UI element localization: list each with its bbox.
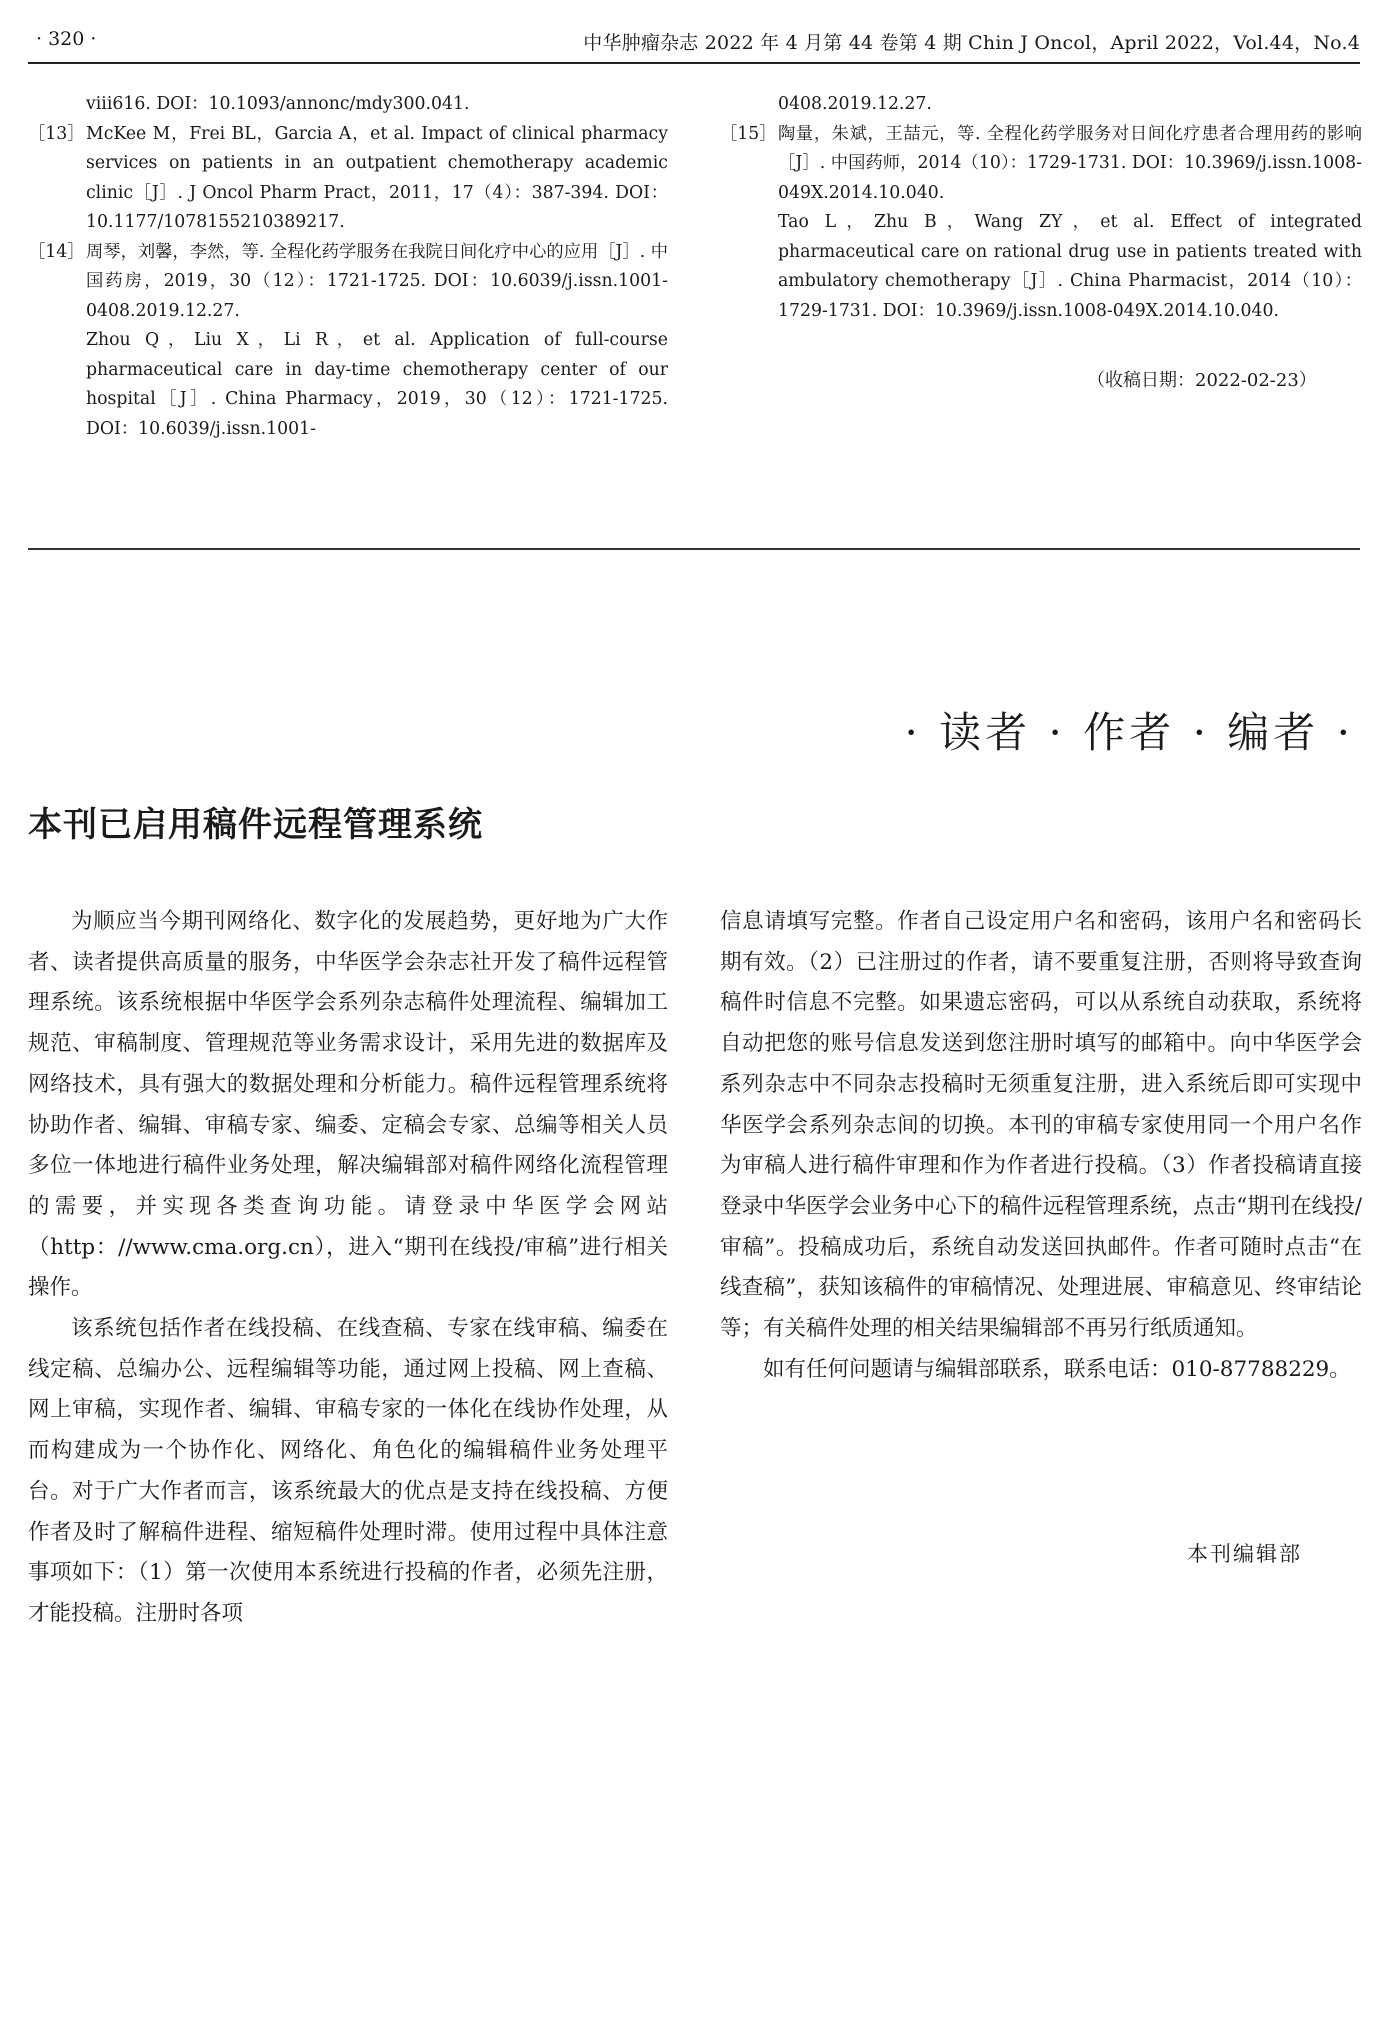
reference-text: 周琴，刘馨，李然，等. 全程化药学服务在我院日间化疗中心的应用［J］. 中国药房，2019，30（12）：1721-1725. DOI：10.6039/j.issn.1001-0408.2019.12.27. [86,241,668,321]
article-title: 本刊已启用稿件远程管理系统 [28,805,483,845]
section-divider [28,548,1360,550]
contact-paragraph: 如有任何问题请与编辑部联系，联系电话：010-87788229。 [763,1356,1351,1382]
editorial-signature: 本刊编辑部 [1187,1542,1302,1566]
reference-text: 陶量，朱斌，王喆元，等. 全程化药学服务对日间化疗患者合理用药的影响［J］. 中国药师，2014（10）：1729-1731. DOI：10.3969/j.issn.1008-049X.2014.10.040. [778,123,1362,203]
reference-number: ［13］ [28,123,85,144]
section-label: · 读者 · 作者 · 编者 · [904,708,1354,757]
body-paragraph: 该系统包括作者在线投稿、在线查稿、专家在线审稿、编委在线定稿、总编办公、远程编辑等功能，通过网上投稿、网上查稿、网上审稿，实现作者、编辑、审稿专家的一体化在线协作处理，从而构建成为一个协作化、网络化、角色化的编辑稿件业务处理平台。对于广大作者而言，该系统最大的优点是支持在线投稿、方便作者及时了解稿件进程、缩短稿件处理时滞。使用过程中具体注意事项如下：（1）第一次使用本系统进行投稿的作者，必须先注册，才能投稿。注册时各项 [28,1316,668,1626]
body-left-column [28,902,668,1635]
body-right-column [720,902,1362,1390]
body-paragraph: 为顺应当今期刊网络化、数字化的发展趋势，更好地为广大作者、读者提供高质量的服务，中华医学会杂志社开发了稿件远程管理系统。该系统根据中华医学会系列杂志稿件处理流程、编辑加工规范、审稿制度、管理规范等业务需求设计，采用先进的数据库及网络技术，具有强大的数据处理和分析能力。稿件远程管理系统将协助作者、编辑、审稿专家、编委、定稿会专家、总编等相关人员多位一体地进行稿件业务处理，解决编辑部对稿件网络化流程管理的需要，并实现各类查询功能。请登录中华医学会网站（http：//www.cma.org.cn），进入“期刊在线投/审稿”进行相关操作。 [28,909,668,1301]
received-date: （收稿日期：2022-02-23） [1087,370,1317,391]
references-left-column [28,90,668,444]
reference-continuation: 0408.2019.12.27. [778,94,932,114]
journal-citation: 中华肿瘤杂志 2022 年 4 月第 44 卷第 4 期 Chin J Oncol，April 2022，Vol.44，No.4 [583,32,1360,54]
references-right-column [720,90,1362,326]
reference-14 [28,238,668,445]
reference-translation: Tao L，Zhu B，Wang ZY，et al. Effect of integrated pharmaceutical care on rational drug use in patients treated with ambulatory chemotherapy［J］. China Pharmacist，2014（10）：1729-1731. DOI：10.3969/j.issn.1008-049X.2014.10.040. [778,212,1362,321]
body-paragraph: 信息请填写完整。作者自己设定用户名和密码，该用户名和密码长期有效。（2）已注册过的作者，请不要重复注册，否则将导致查询稿件时信息不完整。如果遗忘密码，可以从系统自动获取，系统将自动把您的账号信息发送到您注册时填写的邮箱中。向中华医学会系列杂志中不同杂志投稿时无须重复注册，进入系统后即可实现中华医学会系列杂志间的切换。本刊的审稿专家使用同一个用户名作为审稿人进行稿件审理和作为作者进行投稿。（3）作者投稿请直接登录中华医学会业务中心下的稿件远程管理系统，点击“期刊在线投/审稿”。投稿成功后，系统自动发送回执邮件。作者可随时点击“在线查稿”，获知该稿件的审稿情况、处理进展、审稿意见、终审结论等；有关稿件处理的相关结果编辑部不再另行纸质通知。 [720,909,1362,1342]
reference-number: ［15］ [720,123,777,144]
reference-15 [720,120,1362,327]
reference-13 [28,120,668,238]
reference-number: ［14］ [28,241,85,262]
reference-continuation: viii616. DOI：10.1093/annonc/mdy300.041. [86,94,470,114]
reference-text: McKee M，Frei BL，Garcia A，et al. Impact of clinical pharmacy services on patients in an outpatient chemotherapy academic clinic［J］. J Oncol Pharm Pract，2011，17（4）：387-394. DOI：10.1177/1078155210389217. [86,123,668,232]
page-number: · 320 · [36,28,97,50]
reference-translation: Zhou Q，Liu X，Li R，et al. Application of full-course pharmaceutical care in day-time chemotherapy center of our hospital［J］. China Pharmacy，2019，30（12）：1721-1725. DOI：10.6039/j.issn.1001- [86,330,668,439]
running-header [28,22,1360,64]
